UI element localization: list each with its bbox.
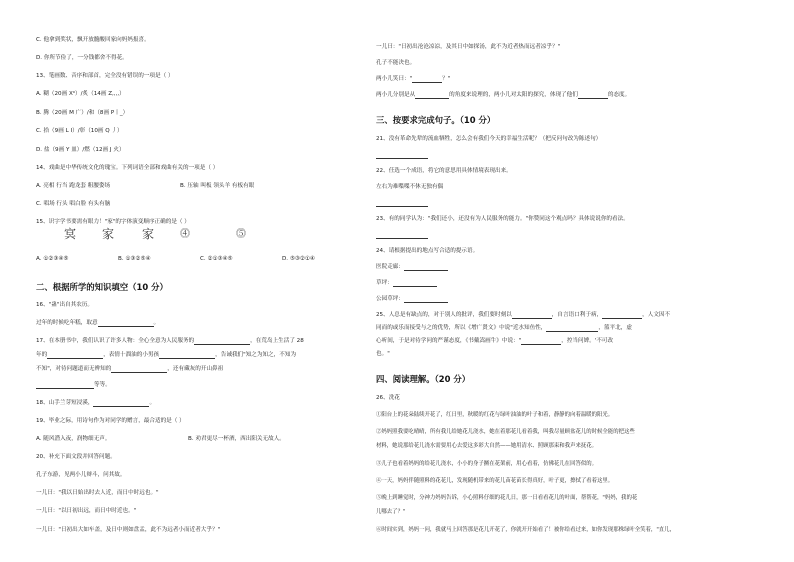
blank	[578, 92, 608, 99]
question-21: 21、没有革命先辈的流血牺牲，怎么会有我们今天的幸福生活呢？（把反问句改为陈述句）	[376, 136, 602, 142]
passage-line: 一儿曰："日初出沧沧凉凉，及其日中如探汤，此不为近者热而远者凉乎？"	[376, 44, 561, 50]
glyph-5: ⓹	[236, 229, 246, 240]
blank	[521, 338, 561, 345]
text: ，篮平北，虚	[598, 325, 632, 331]
question-option	[36, 183, 255, 190]
question-24-b	[376, 280, 437, 287]
glyph-2: 家	[102, 227, 115, 241]
question-24-a	[376, 264, 448, 271]
text: ，还有藏灰的开山鼻祖	[167, 366, 224, 372]
text: 等等。	[94, 382, 111, 388]
text: 两小儿笑曰："	[376, 76, 413, 82]
blank	[98, 320, 154, 327]
blank	[36, 382, 94, 389]
text: ，自言语口利于病，	[551, 312, 603, 318]
question-17-line2	[36, 352, 296, 359]
passage-line	[376, 76, 450, 83]
glyph-3: 家	[142, 227, 155, 241]
blank	[194, 338, 250, 345]
passage-question	[376, 92, 630, 99]
blank	[404, 296, 448, 303]
question-18	[36, 400, 155, 407]
reading-paragraph: 儿哪去了？"	[376, 509, 406, 515]
text: 。	[153, 320, 160, 326]
option-text: 压轴 叫板 领头羊 有板有眼	[187, 183, 255, 189]
blank	[376, 200, 428, 207]
option-prefix: C.	[36, 201, 44, 207]
blank	[376, 152, 428, 159]
answer-line	[376, 200, 428, 207]
text: 的态度。	[607, 92, 631, 98]
text: ，在荒岛上生活了 28	[250, 338, 304, 344]
reading-paragraph: ④一天，妈妈伴随照料的花花儿，发现随机带来的花儿苗花苗长得真好，叶子更，擦拭了看着这里。	[376, 478, 614, 484]
text: ，表情十溜油的小男孩	[103, 352, 160, 358]
question-24: 24、请根据提出的地点写合适的提示语。	[376, 248, 479, 254]
blank	[93, 400, 149, 407]
question-16: 16、"蛊"出自其农历。	[36, 302, 94, 308]
question-option: D. ⑤③②①④	[282, 256, 315, 262]
question-25-line2	[376, 325, 632, 332]
passage-line: 孔子不能决也。	[376, 60, 416, 66]
question-24-c	[376, 296, 448, 303]
question-option: C. ②①③④⑤	[200, 256, 233, 262]
text: ？"	[442, 76, 451, 82]
question-option: C. 他拿到奖状，飘开放髓酸回家向妈妈报喜。	[36, 37, 150, 43]
question-option: B. ①③②⑤④	[118, 256, 151, 262]
option-text: 唱场 行头 唱白脸 有头有脑	[43, 201, 111, 207]
blank	[546, 325, 598, 332]
text: 医院走廊：	[376, 264, 404, 270]
glyph-4: ⓸	[180, 229, 190, 240]
question-option: D. 你所节俭了，一分钱都舍不得花。	[36, 55, 128, 61]
passage-line: 孔子东游，见两小儿辩斗，问其故。	[36, 472, 126, 478]
text: 18、山手兰芽短浸溪，	[36, 400, 94, 406]
question-25	[376, 312, 670, 319]
question-25-line3	[376, 338, 613, 345]
reading-paragraph: ②妈妈照我要吃晴晴，所有我儿给她花儿浇水，她在着那花儿看着我，叫我尽量顾盆花儿的时候全能的把这些	[376, 429, 635, 435]
answer-line	[376, 152, 428, 159]
question-16-b	[36, 320, 159, 327]
text: 两小儿分别是从	[376, 92, 416, 98]
question-20: 20、补充下面文段并回答问题。	[36, 454, 116, 460]
question-option: B. 腾（20画 M 广）/和（8画 P丨_）	[36, 110, 129, 116]
answer-line	[376, 232, 428, 239]
blank	[159, 352, 215, 359]
passage-line: 一儿曰："日初出大如车盖，及日中则如盘盂，此不为远者小而近者大乎？"	[36, 527, 221, 533]
option-b	[180, 183, 254, 190]
text: 25、人总是有缺点的，对于别人的批评，我们要时刻以	[376, 312, 512, 318]
question-option: A. 糊（20画 X⁰）/炙（14画 Z,,,,）	[36, 91, 125, 97]
question-17	[36, 338, 304, 345]
text: 草坪：	[376, 280, 393, 286]
reading-paragraph: ①阳台上的花朵陆续开花了，红日里，秋暖的红花与绿叶油油的叶子和着，静静的向着温暖的阳光。	[376, 412, 614, 418]
question-22: 22、任选一个成语，将它的意思用具体情境表现出来。	[376, 168, 512, 174]
question-25-line4: 也。"	[376, 351, 390, 357]
option-text: 亮相 行当 跑龙套 粗腰姿场	[43, 183, 111, 189]
blank	[393, 280, 437, 287]
text: 心听间，于是对待学问的严谨态度，《书戴嵩画牛》中说："	[376, 338, 522, 344]
blank	[47, 352, 103, 359]
blank	[512, 312, 552, 319]
blank	[602, 312, 642, 319]
text: 。	[149, 400, 156, 406]
passage-line: 一儿曰："我以日始出时去人近，而日中时远也。"	[36, 490, 159, 496]
passage-line: 一儿曰："以日初出远，而日中时近也。"	[36, 508, 137, 514]
blank	[111, 366, 167, 373]
reading-paragraph: ③儿子也看着妈妈的给花儿浇水，小小的身子撅在花架前，用心看着，仿佛花儿在回答似的。	[376, 461, 598, 467]
section-3-heading: 三、按要求完成句子。（10 分）	[376, 115, 496, 125]
question-option	[36, 201, 110, 208]
option-prefix: B.	[180, 183, 188, 189]
glyph-1: 㝠	[64, 227, 77, 241]
section-2-heading: 二、根据所学的知识填空（10 分）	[36, 282, 168, 292]
text: ，告诫我们"知之为知之，不知为	[215, 352, 297, 358]
question-17-line4	[36, 382, 111, 389]
question-26-title: 26、洗花	[376, 395, 400, 401]
question-13: 13、笔画数、音序和部首，完全没有错误的一项是（ ）	[36, 73, 174, 79]
section-4-heading: 四、阅读理解。（20 分）	[376, 374, 471, 384]
reading-paragraph: 材料，她说那给花儿浇水需要用心去爱这多彩大自然——她用清水、照顾那束和我声来抚花。	[376, 443, 598, 449]
blank	[415, 92, 449, 99]
text: 年的	[36, 352, 48, 358]
blank	[376, 232, 428, 239]
question-22-b: 左右为难喋喋不休无独有偶	[376, 184, 444, 190]
question-23: 23、有的同学认为："我们还小，还没有为人民服务的能力。"你赞同这个观点吗？具体说说你的看法。	[376, 216, 629, 222]
text: ，控当问婢。'不可改	[561, 338, 614, 344]
option-prefix: A.	[36, 183, 44, 189]
text: 同而的或乐而接受与之的优势，所以《增广贤文》中说"近水知鱼性，	[376, 325, 547, 331]
text: 公园草坪：	[376, 296, 404, 302]
question-15: 15、识字学书要需有眼力！"家"的字体演变顺序正确的是（ ）	[36, 219, 190, 225]
reading-paragraph: ⑥时间实到，妈妈一问，我就马上回答那是花儿开花了，你就开开始看了！被你给看过来，如你发现那株绿叶全笑着，"直儿，	[376, 527, 675, 533]
text: 不知"，对待问题道而无辨知的	[36, 366, 112, 372]
question-19: 19、毕业之际，用诗句作为对同学的赠言，最合适的是（ ）	[36, 418, 185, 424]
question-14: 14、戏曲是中华传统文化的瑰宝。下列词语全部和戏曲有关的一项是（ ）	[36, 165, 219, 171]
blank	[404, 264, 448, 271]
question-option: C. 拾（9画 L I）/彰（10画 Q 丿）	[36, 128, 123, 134]
question-option: B. 劝君更尽一杯酒，西出阳关无故人。	[188, 436, 285, 442]
text: ，人文因不	[642, 312, 671, 318]
blank	[412, 76, 442, 83]
text: 17、在本册书中，我们认识了许多人物：全心全意为人民服务的	[36, 338, 195, 344]
question-option: D. 盐（9画 Y 皿）/燃（12画 J 火）	[36, 147, 125, 153]
text: 过年的时候吃年糕，取意	[36, 320, 98, 326]
question-17-line3	[36, 366, 223, 373]
reading-paragraph: ⑤晚上到睡觉时，分神力妈妈告诉，小心照料仔细的花儿日，那一日看看花儿的叶面，帮帮花，"妈妈，我的花	[376, 495, 638, 501]
text: 的角度来说理的，两小儿对太阳的探究，体现了他们	[449, 92, 578, 98]
question-option: A. ①②③④⑤	[36, 256, 69, 262]
question-option: A. 随风潜入夜，润物细无声。	[36, 436, 111, 442]
